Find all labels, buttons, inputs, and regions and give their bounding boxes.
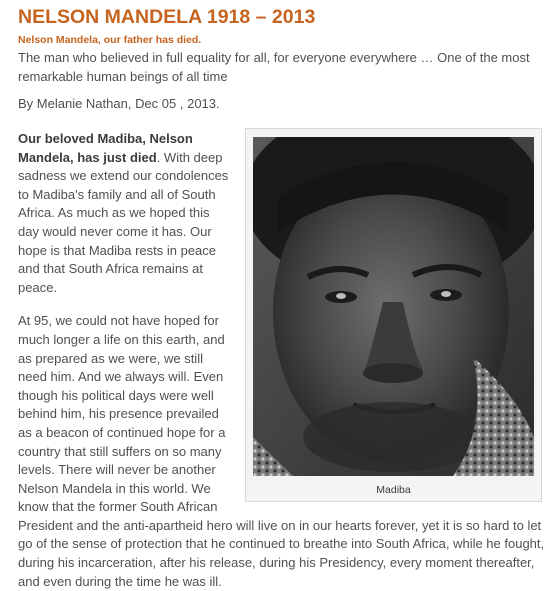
portrait-photo: [253, 137, 534, 476]
article-body: [18, 130, 548, 591]
paragraph-1-text: . With deep sadness we extend our condolences to Madiba's family and all of South Africa. As much as we hoped this day would never come it has. Our hope is that Madiba rests in peace and that South Africa remains at peace.: [18, 149, 229, 295]
portrait-caption: Madiba: [376, 484, 411, 496]
paragraph-1-lead: Our beloved Madiba, Nelson Mandela, has just died: [18, 131, 193, 165]
article-kicker: Nelson Mandela, our father has died.: [18, 34, 202, 46]
paragraph-2: At 95, we could not have hoped for much longer a life on this earth, and as prepared as we were, we still need him. And we always will. Even though his political days were well behind him, his presence prevailed as a beacon of continued hope for a country that still suffers on so many levels. There will never be another Nelson Mandela in this world. We know that the former South African President and the anti-apartheid hero will live on in our hearts forever, yet it is so hard to let go of the sense of protection that he continued to breathe into South Africa, while he fought, during his incarceration, after his release, during his Presidency, every moment thereafter, and even during the time he was ill.: [18, 313, 545, 589]
portrait-figure: [245, 128, 542, 502]
portrait-image: [253, 137, 534, 476]
article-subtitle: The man who believed in full equality for all, for everyone everywhere … One of the most remarkable human beings of all time: [18, 50, 530, 84]
article-byline: By Melanie Nathan, Dec 05 , 2013.: [18, 96, 220, 111]
article-title: NELSON MANDELA 1918 – 2013: [18, 6, 316, 28]
